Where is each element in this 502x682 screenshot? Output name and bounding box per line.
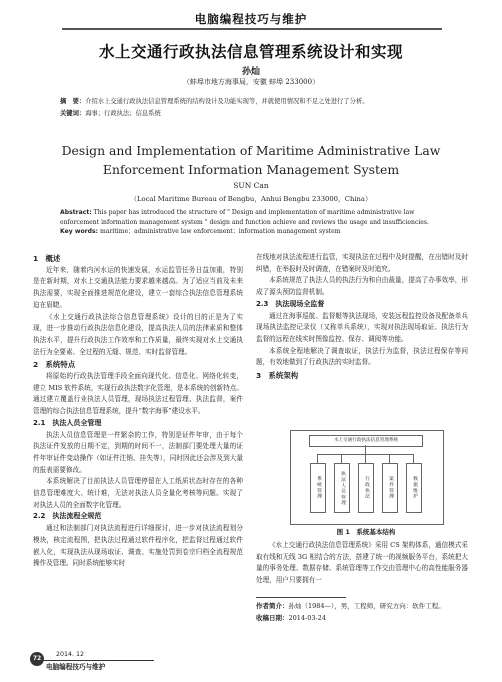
page-number-badge: 72	[30, 652, 44, 666]
footnotes	[256, 601, 468, 624]
figure-connector	[341, 454, 342, 463]
affiliation-cn: （蚌埠市地方海事局，安徽 蚌埠 233000）	[182, 78, 320, 86]
body-column-left	[33, 252, 243, 570]
paragraph: 近年来，随着内河水运的快速发展，水运监管任务日益加重，特别是在新时期，对水上交通执法能力要求越来越高。为了适应当前及未来执法需要，实现全面推进规范化建设，建立一套综合执法信息管理系统迫在眉睫。	[33, 265, 243, 309]
issue-date: 2014. 12	[56, 651, 85, 658]
abstract-en	[60, 208, 448, 237]
paragraph: 通过和法制部门对执法流程进行详细探讨，进一步对执法流程划分模块，核定流程图，把执法过程通过软件程序化，把监督过程通过软件嵌入化，实现执法从现场取证、调查、实施处罚到卷宗归档全流程规范操作及管理。同时系统能够实时	[33, 524, 243, 568]
keywords-text-cn: 海事；行政执法；信息系统	[85, 110, 161, 117]
keywords-label-en: Key words:	[60, 228, 99, 236]
footnote-rule	[256, 597, 346, 598]
abstract-cn	[60, 96, 460, 120]
section-heading-overview: 1 概述	[33, 254, 61, 263]
section-heading-architecture: 3 系统架构	[256, 371, 299, 381]
affiliation-en: （Local Maritime Bureau of Bengbu，Anhui Bengbu 233000，China）	[130, 195, 372, 203]
figure-caption: 图 1 系统基本结构	[336, 528, 396, 536]
received-date-text: 2014-03-24	[288, 613, 326, 622]
paragraph: 通过在海事巡航、监督艇等执法现场，安装远程监控设备及配备单兵现场执法监控记录仪（又称单兵系统），实现对执法现场取证、执法行为监督的远程在线实时图像监控、保存、调阅等功能。	[256, 311, 468, 343]
received-date-label: 收稿日期：	[256, 613, 289, 622]
paragraph: 本系统全程地解决了调查取证，执法行为监督，执法过程保存等问题，有效地做到了行政执法的实时监督。	[256, 346, 468, 367]
subsection-heading-2-2: 2.2 执法流程全规范	[33, 512, 102, 521]
paragraph: 《水上交通行政执法综合信息管理系统》设计的目的正是为了实现，进一步推动行政执法信息化建设，提高执法人员的法律素质和整体执法水平，提升行政执法工作效率和工作质量，最终实现对水上交通执法行为全要素、全过程的无缝、规范、实时监督管理。	[33, 312, 243, 356]
author-bio-text: 孙灿（1984—），男，工程师，研究方向：软件工程。	[288, 602, 445, 610]
figure-connector	[413, 454, 414, 463]
figure-node-case-management: 案件管理	[382, 463, 398, 513]
body-column-right	[256, 252, 468, 424]
article-title-en	[0, 141, 502, 179]
figure-connector	[317, 454, 318, 463]
keywords-text-en: maritime；administrative law enforcement；information management system	[100, 228, 341, 236]
paragraph: 本系统规范了执法人员的执法行为和自由裁量，提高了办事效率，形成了源头预防监督机制。	[256, 276, 468, 297]
journal-header-title: 电脑编程技巧与维护	[194, 12, 308, 26]
abstract-text-en: This paper has introduced the structure of " Design and implementation of maritime administrative law enforcement information management system " design and function achieve and reviews the usage and insufficiencies.	[60, 209, 429, 226]
figure-node-law-enforcement: 行政执法	[358, 463, 374, 513]
paragraph: 执法人员信息管理是一件繁杂的工作，特别是证件年审，由于每个执法证件发放的日期不定，到期的时间不一，法制部门要处理大量的证件年审证件变动操作（如证件注销、挂失等），同时因此还会涉及到大量的报表需要修改。	[33, 430, 243, 474]
figure-node-data-maintenance: 数据维护	[406, 463, 422, 513]
body-column-right-bottom	[256, 540, 468, 587]
paragraph: 将原始的行政执法管理手段全面向现代化、信息化、网络化转变，建立 MIS 软件系统，实现行政执法数字化管理，是本系统的创新特点。通过建立覆盖行业执法人员管理，现场执法过程管理、执法监督，案件管理的综合执法信息管理系统，提升“数字海事”建设水平。	[33, 372, 243, 416]
paragraph: 本系统解决了目前执法人员管理停留在人工纸质状态时存在的各种信息管理难度大、统计难，无法对执法人员全量化考核等问题。实现了对执法人员的全面数字化管理。	[33, 477, 243, 509]
subsection-heading-2-1: 2.1 执法人员全管理	[33, 418, 102, 427]
abstract-label-en: Abstract:	[60, 209, 92, 216]
title-en-line-1: Design and Implementation of Maritime Administrative Law	[61, 143, 441, 158]
subsection-heading-2-3: 2.3 执法现场全监督	[256, 299, 325, 308]
author-en: SUN Can	[233, 181, 269, 190]
paragraph: 《水上交通行政执法信息管理系统》采用 CS 架构体系，通信模式采取有线和无线 3G 相结合的方法，搭建了统一的视频服务平台，系统把大量的事务处理、数据存储、系统管理等工作交由管理中心的高性能服务器处理，用户只要拥有一	[256, 541, 468, 585]
title-en-line-2: Enforcement Information Management System	[102, 162, 400, 177]
figure-connector	[389, 454, 390, 463]
figure-connector	[365, 445, 366, 454]
author-bio-label: 作者简介：	[256, 602, 289, 610]
keywords-label-cn: 关键词：	[60, 110, 86, 117]
footer-journal-name: 电脑编程技巧与维护	[46, 663, 106, 671]
paragraph: 在线地对执法流程进行监管，实现执法在过程中及时提醒，在出错时及时纠错，在举报时及时调查，在错案时及时追究。	[256, 253, 468, 273]
figure-node-system-management: 系统管理	[310, 463, 326, 513]
header-rule	[62, 28, 442, 30]
author-cn: 孙灿	[241, 67, 260, 77]
figure-root-node: 水上交通行政执法信息管理系统	[309, 435, 423, 447]
figure-node-personnel-management: 执法人员管理	[334, 463, 350, 513]
abstract-label-cn: 摘 要：	[60, 98, 86, 105]
abstract-text-cn: 介绍水上交通行政执法信息管理系统的结构设计及功能实现等，并就使用情况和不足之处进行了分析。	[85, 98, 369, 105]
section-heading-features: 2 系统特点	[33, 360, 76, 370]
figure-connector	[365, 454, 366, 463]
article-title-cn: 水上交通行政执法信息管理系统设计和实现	[98, 43, 403, 61]
